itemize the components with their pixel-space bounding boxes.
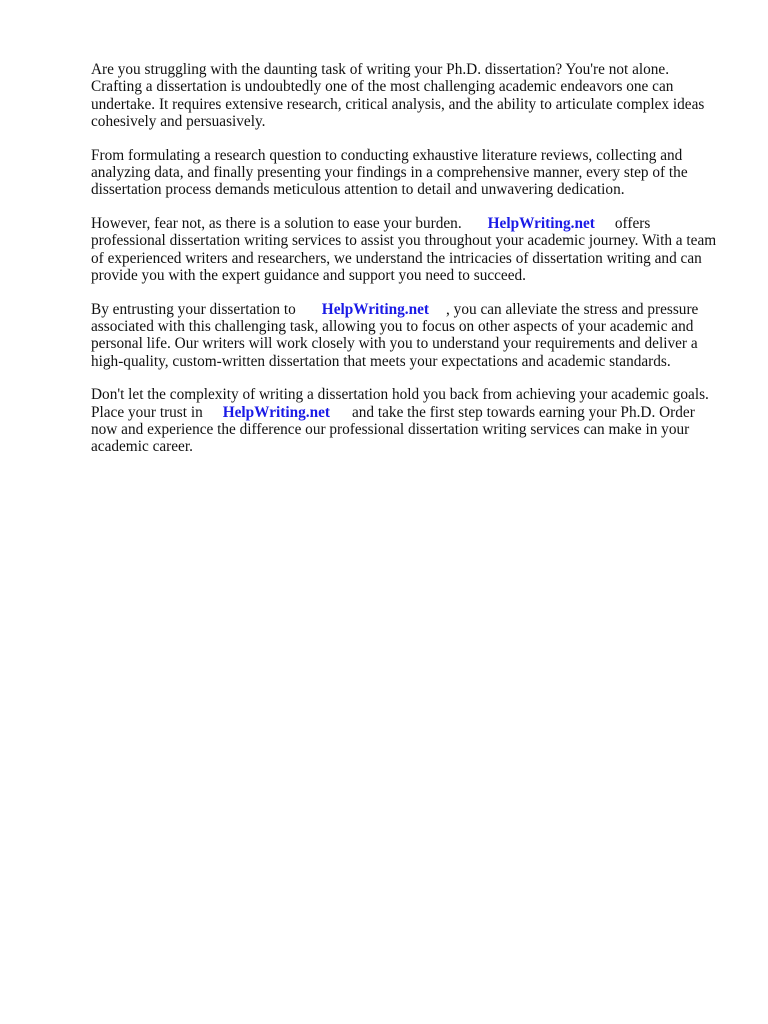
helpwriting-link-3[interactable]: HelpWriting.net [222,403,330,421]
paragraph-intro: Are you struggling with the daunting task of writing your Ph.D. dissertation? You're not alone. Crafting a dissertation is undoubtedly one of the most challenging academic endeavors one can undertake. It requires extensive research, critical analysis, and the ability to articulate complex ideas cohesively and persuasively. [91,61,705,130]
paragraph-closing-text-before: Don't let the complexity of writing a dissertation hold you back from achieving your academic goals. Place your trust in [91,386,709,421]
helpwriting-link-2[interactable]: HelpWriting.net [321,300,430,318]
document-body [91,61,723,472]
paragraph-closing [91,386,723,455]
paragraph-entrusting-text-before: By entrusting your dissertation to [91,300,296,318]
paragraph-solution-text-after: offers professional dissertation writing services to assist you throughout your academic journey. With a team of experienced writers and researchers, we understand the intricacies of dissertation writing and can provide you with the expert guidance and support you need to succeed. [91,215,717,284]
paragraph-solution-text-before: However, fear not, as there is a solution to ease your burden. [91,215,462,233]
paragraph-process: From formulating a research question to conducting exhaustive literature reviews, collecting and analyzing data, and finally presenting your findings in a comprehensive manner, every step of the dissertation process demands meticulous attention to detail and unwavering dedication. [91,146,688,199]
paragraph-entrusting [91,301,723,370]
paragraph-closing-text-after: and take the first step towards earning your Ph.D. Order now and experience the difference our professional dissertation writing services can make in your academic career. [91,403,695,456]
paragraph-solution [91,215,723,284]
paragraph-entrusting-text-after: , you can alleviate the stress and pressure associated with this challenging task, allowing you to focus on other aspects of your academic and personal life. Our writers will work closely with you to understand your requirements and deliver a high-quality, custom-written dissertation that meets your expectations and academic standards. [91,300,699,370]
helpwriting-link-1[interactable]: HelpWriting.net [487,215,595,233]
